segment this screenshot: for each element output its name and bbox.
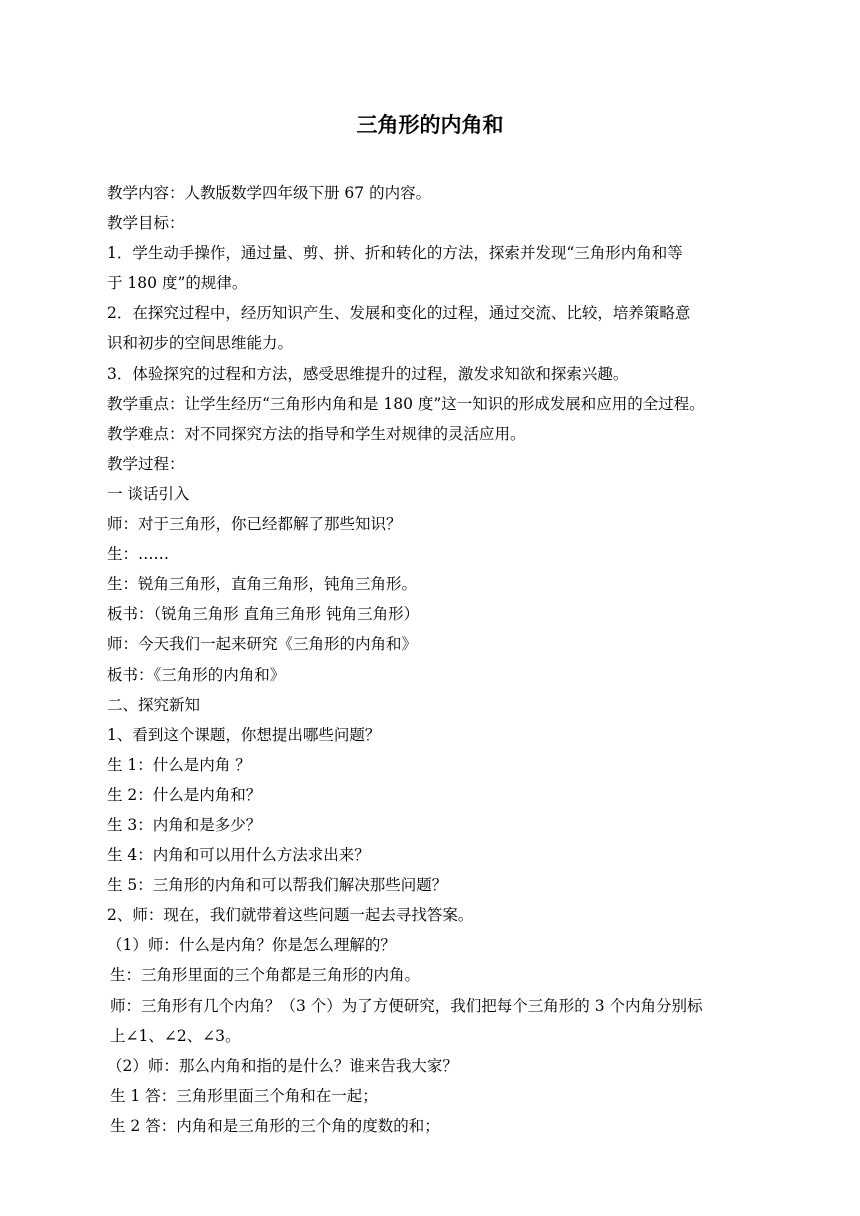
- text-line: 1．学生动手操作，通过量、剪、拼、折和转化的方法，探索并发现“三角形内角和等: [107, 244, 683, 263]
- text-line: 上∠1、∠2、∠3。: [110, 1026, 241, 1045]
- text-line: 生：锐角三角形，直角三角形，钝角三角形。: [107, 575, 418, 594]
- text-line: 2．在探究过程中，经历知识产生、发展和变化的过程，通过交流、比较，培养策略意: [107, 304, 691, 323]
- text-line: 教学难点：对不同探究方法的指导和学生对规律的灵活应用。: [107, 424, 526, 443]
- text-line: 生：三角形里面的三个角都是三角形的内角。: [110, 966, 421, 985]
- text-line: 生：……: [107, 545, 170, 564]
- text-line: 2、师：现在，我们就带着这些问题一起去寻找答案。: [107, 906, 474, 925]
- text-line: 师：三角形有几个内角？（3 个）为了方便研究，我们把每个三角形的 3 个内角分别标: [110, 996, 703, 1015]
- text-line: 教学重点：让学生经历“三角形内角和是 180 度”这一知识的形成发展和应用的全过程。: [107, 394, 705, 413]
- text-line: 生 1 答：三角形里面三个角和在一起；: [110, 1086, 378, 1105]
- text-line: 1、看到这个课题，你想提出哪些问题？: [107, 725, 381, 744]
- text-line: 生 5：三角形的内角和可以帮我们解决那些问题？: [107, 876, 448, 895]
- document-body: [107, 178, 763, 1141]
- document-title: 三角形的内角和: [356, 113, 504, 137]
- text-line: 生 1：什么是内角 ？: [107, 755, 251, 774]
- text-line: 于 180 度”的规律。: [107, 274, 248, 293]
- text-line: 生 2：什么是内角和？: [107, 785, 262, 804]
- text-line: 教学目标：: [107, 214, 185, 233]
- text-line: 生 4：内角和可以用什么方法求出来？: [107, 846, 370, 865]
- text-line: 生 3：内角和是多少？: [107, 815, 262, 834]
- text-line: （2）师：那么内角和指的是什么？谁来告我大家？: [107, 1056, 458, 1075]
- text-line: 师：对于三角形，你已经都解了那些知识？: [107, 515, 402, 534]
- text-line: （1）师：什么是内角？你是怎么理解的？: [107, 936, 396, 955]
- text-line: 教学内容：人教版数学四年级下册 67 的内容。: [107, 184, 432, 202]
- section-heading: 一 谈话引入: [107, 484, 190, 503]
- text-line: 生 2 答：内角和是三角形的三个角的度数的和；: [110, 1116, 440, 1135]
- text-line: 3．体验探究的过程和方法，感受思维提升的过程，激发求知欲和探索兴趣。: [107, 364, 629, 383]
- text-line: 教学过程：: [107, 454, 185, 473]
- text-line: 师：今天我们一起来研究《三角形的内角和》: [107, 635, 418, 654]
- text-line: 板书：《三角形的内角和》: [107, 665, 286, 684]
- section-heading: 二、探究新知: [107, 695, 201, 714]
- text-line: 板书：（锐角三角形 直角三角形 钝角三角形）: [107, 605, 420, 624]
- text-line: 识和初步的空间思维能力。: [107, 334, 294, 353]
